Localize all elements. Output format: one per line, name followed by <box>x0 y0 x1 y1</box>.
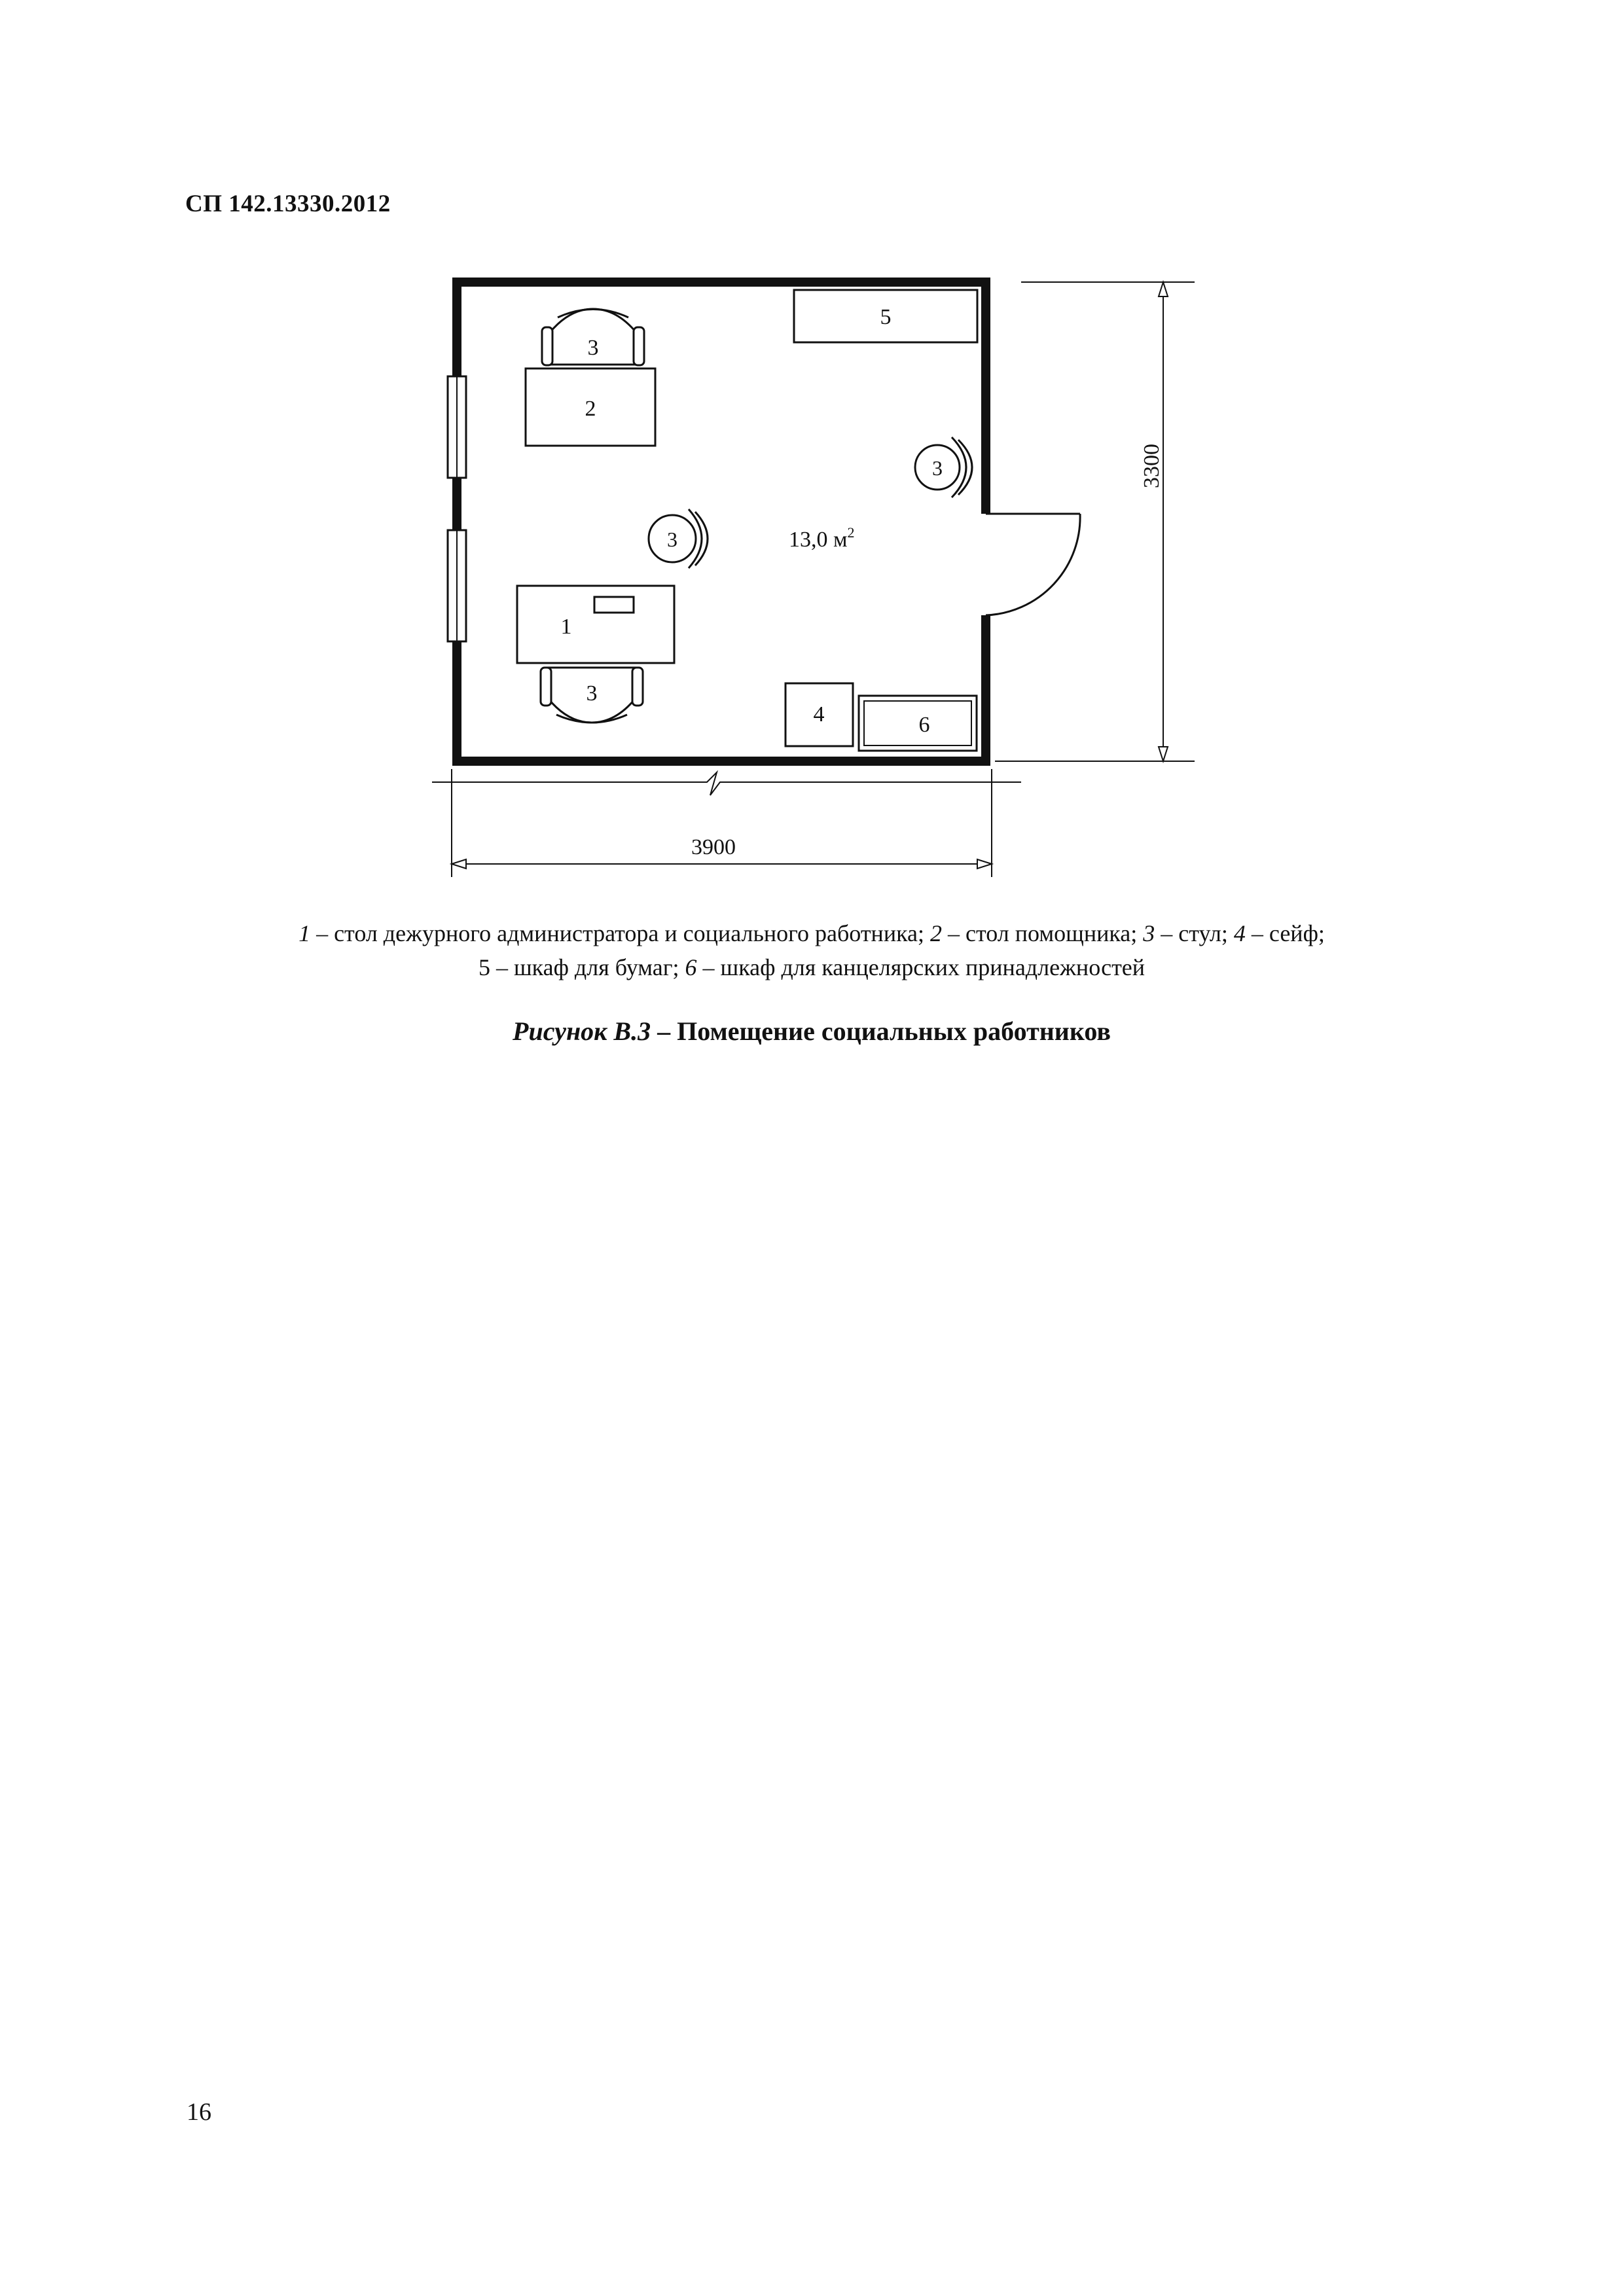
desk-admin-label: 1 <box>560 615 572 639</box>
legend-text: – стол дежурного администратора и социального работника; <box>310 920 931 946</box>
dim-width-label: 3900 <box>691 835 736 859</box>
page-number: 16 <box>187 2098 211 2126</box>
chair-right-label: 3 <box>932 456 943 480</box>
chair-top-label: 3 <box>587 336 599 360</box>
break-line <box>432 772 1021 795</box>
chair-middle <box>649 509 708 568</box>
dim-height-arrow-top <box>1159 282 1168 296</box>
caption-prefix: Рисунок В.3 <box>513 1016 651 1046</box>
legend-text: – стол помощника; <box>942 920 1144 946</box>
caption-dash: – <box>651 1016 677 1046</box>
legend-num: 4 <box>1233 920 1246 946</box>
figure-caption <box>164 1016 1460 1047</box>
door-swing-arc <box>986 514 1080 615</box>
legend-num: 5 <box>478 954 490 980</box>
chair-right <box>915 437 972 497</box>
legend-num: 2 <box>930 920 943 946</box>
safe-label: 4 <box>813 702 825 726</box>
floor-plan-drawing <box>419 262 1218 890</box>
figure-legend <box>164 916 1460 984</box>
document-code: СП 142.13330.2012 <box>185 190 391 217</box>
legend-num: 6 <box>685 954 697 980</box>
cabinet-papers-label: 5 <box>880 305 892 329</box>
caption-title: Помещение социальных работников <box>677 1016 1111 1046</box>
floor-plan <box>419 262 1218 890</box>
dim-width-arrow-right <box>977 859 992 869</box>
legend-text: – сейф; <box>1245 920 1325 946</box>
desk-assistant-label: 2 <box>585 397 596 421</box>
dim-height-arrow-bottom <box>1159 747 1168 761</box>
cabinet-stationery <box>859 696 977 751</box>
cabinet-stationery-label: 6 <box>918 713 930 737</box>
legend-text: – шкаф для бумаг; <box>490 954 685 980</box>
chair-bottom-label: 3 <box>586 681 598 706</box>
legend-line-1 <box>164 916 1460 950</box>
legend-num: 3 <box>1143 920 1155 946</box>
legend-line-2 <box>164 950 1460 984</box>
legend-text: – стул; <box>1155 920 1234 946</box>
desk-admin-monitor <box>594 597 634 613</box>
room-area: 13,0 $м^2$ <box>789 524 855 552</box>
dim-width-arrow-left <box>452 859 466 869</box>
chair-middle-label: 3 <box>667 528 677 551</box>
legend-num: 1 <box>298 920 311 946</box>
legend-text: – шкаф для канцелярских принадлежностей <box>696 954 1146 980</box>
dim-height-label: 3300 <box>1140 444 1164 488</box>
